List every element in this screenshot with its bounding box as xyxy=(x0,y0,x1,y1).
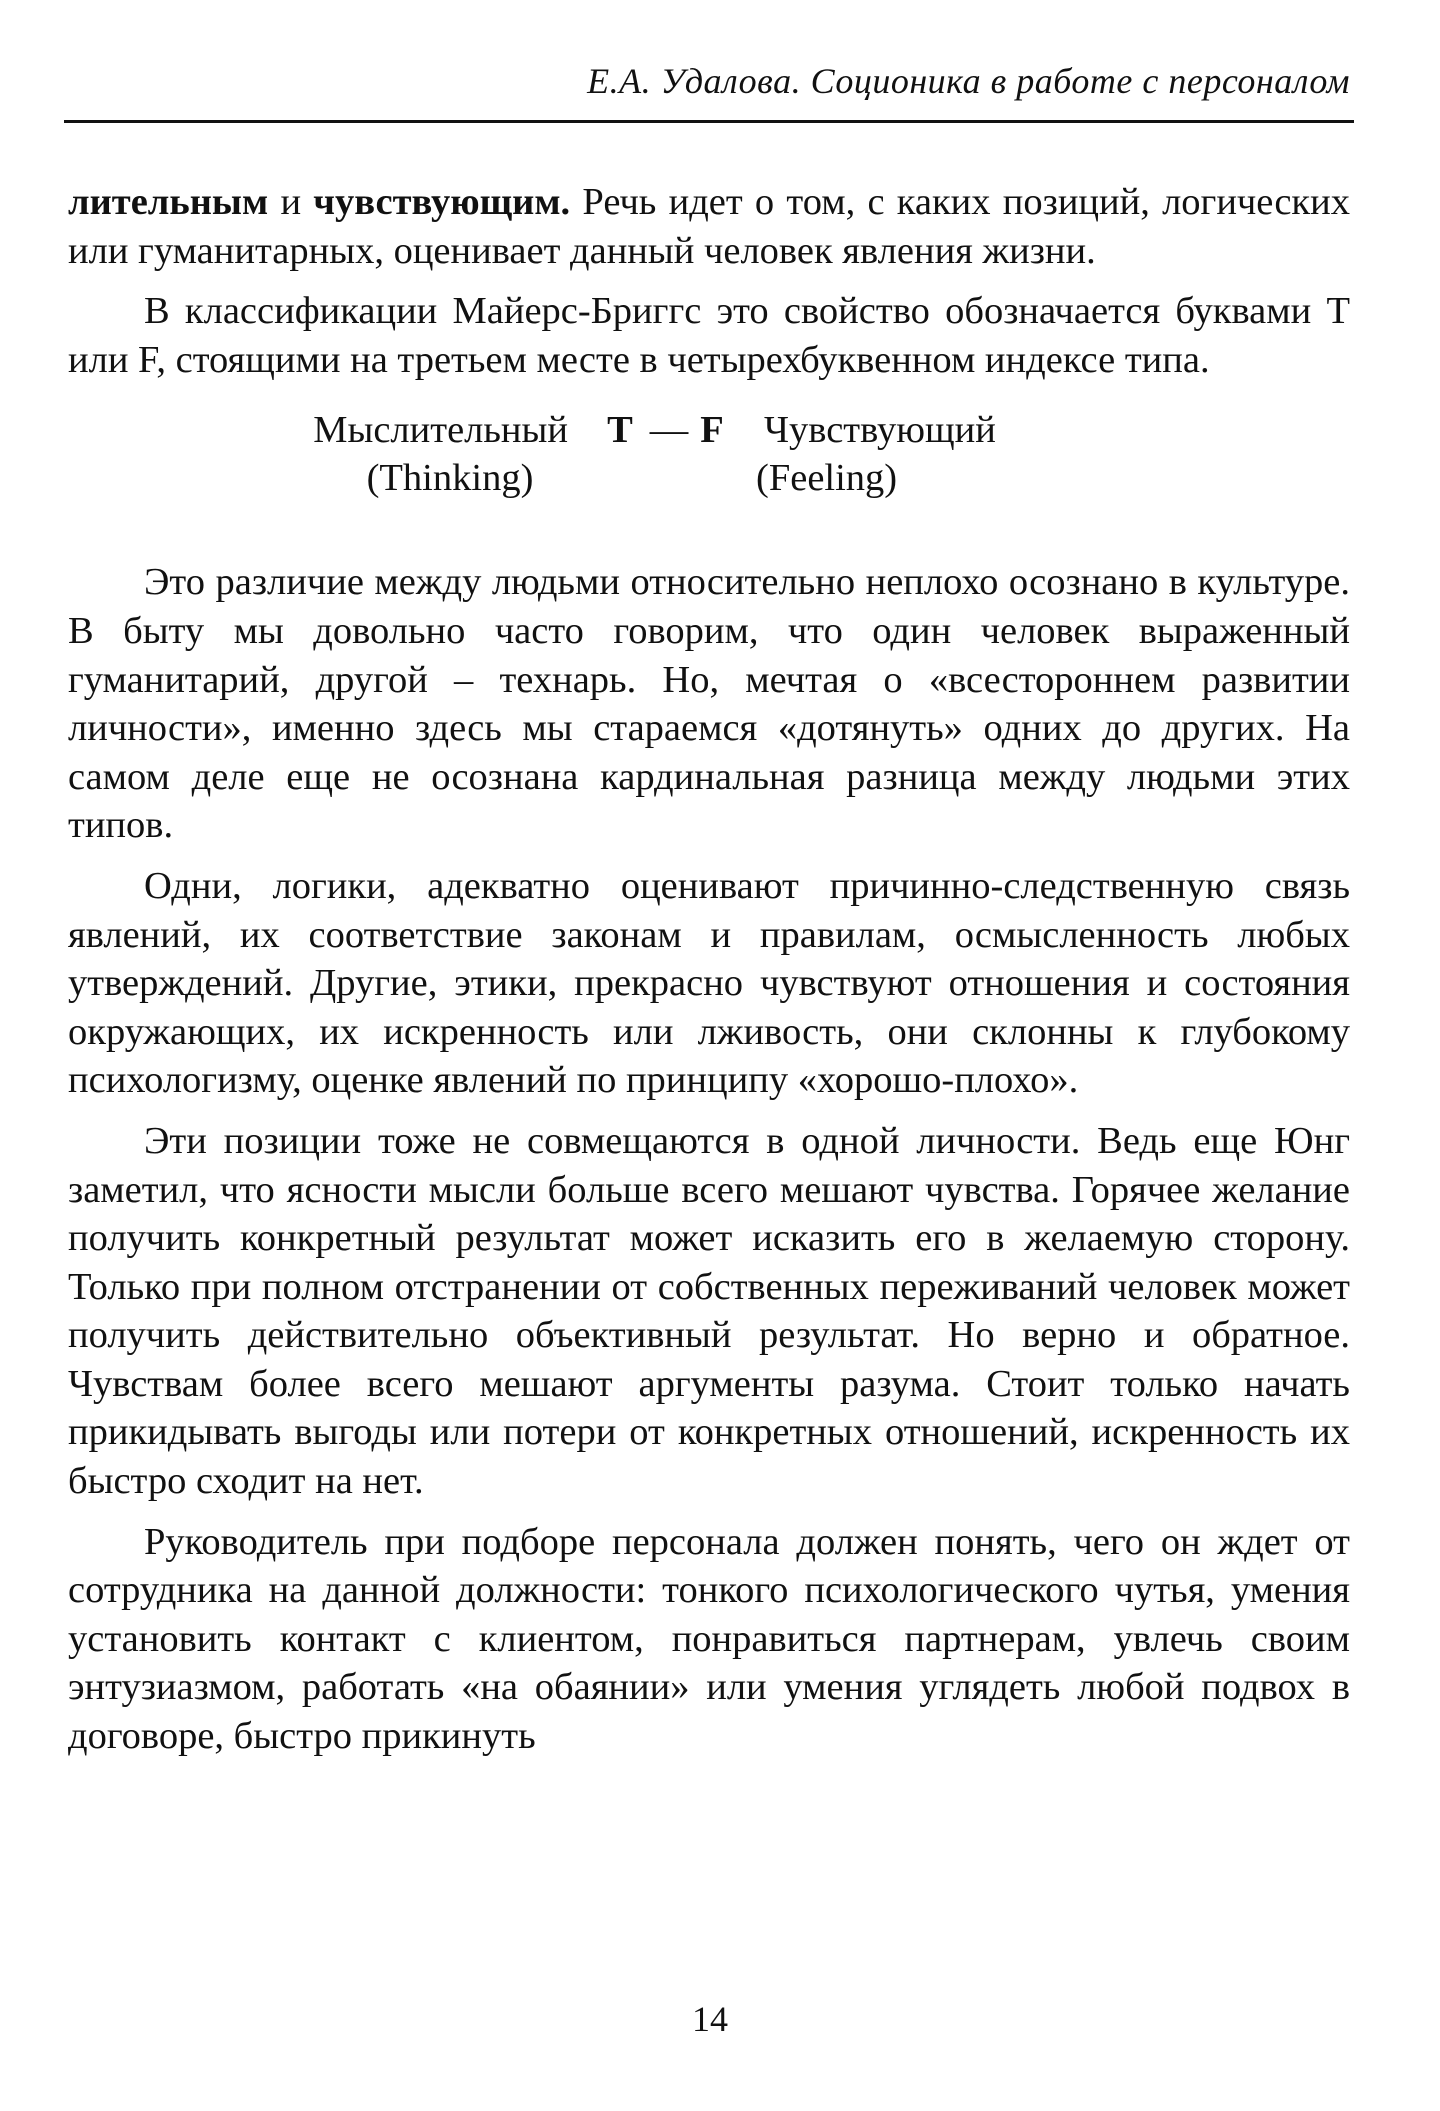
paragraph-culture: Это различие между людьми относительно неплохо осознано в культуре. В быту мы довольно часто говорим, что один человек выраженный гуманитарий, другой – технарь. Но, мечтая о «всестороннем развитии личности», именно здесь мы стараемся «дотянуть» одних до других. На самом деле еще не осознана кардинальная разница между людьми этих типов. xyxy=(68,561,1350,847)
page-number: 14 xyxy=(692,1999,728,2039)
label-thinking-ru: Мыслительный xyxy=(313,409,568,452)
dichotomy-dash: — xyxy=(649,409,689,452)
bold-term-thinking: лительным xyxy=(68,181,269,223)
label-thinking-en: (Thinking) xyxy=(366,457,534,500)
paragraph-jung: Эти позиции тоже не совмещаются в одной личности. Ведь еще Юнг заметил, что ясности мысли больше всего мешают чувства. Горячее желание получить конкретный результат может исказить его в желаемую сторону. Только при полном отстранении от собственных переживаний человек может получить действительно объективный результат. Но верно и обратное. Чувствам более всего мешают аргументы разума. Стоит только начать прикидывать выгоды или потери от конкретных отношений, искренность их быстро сходит на нет. xyxy=(68,1119,1350,1503)
dichotomy-row-russian xyxy=(68,406,1350,454)
letter-t: T xyxy=(607,409,633,452)
label-feeling-ru: Чувствующий xyxy=(764,409,996,452)
thinking-feeling-dichotomy xyxy=(68,406,1350,502)
connector-text: и xyxy=(268,181,314,223)
running-header: Е.А. Удалова. Соционика в работе с персоналом xyxy=(587,61,1350,101)
paragraph-continuation xyxy=(68,178,1350,275)
header-rule xyxy=(64,120,1354,123)
body-text xyxy=(68,178,1350,1773)
paragraph-text: Речь идет о том, с каких позиций, логических или гуманитарных, оценивает данный человек явления жизни. xyxy=(68,181,1350,272)
dichotomy-row-english xyxy=(68,454,1350,502)
paragraph-manager: Руководитель при подборе персонала должен понять, чего он ждет от сотрудника на данной должности: тонкого психологического чутья, умения установить контакт с клиентом, понравиться партнерам, увлечь своим энтузиазмом, работать «на обаянии» или умения углядеть любой подвох в договоре, быстро прикинуть xyxy=(68,1520,1350,1758)
label-feeling-en: (Feeling) xyxy=(756,457,898,500)
paragraph-myers-briggs: В классификации Майерс-Бриггс это свойство обозначается буквами T или F, стоящими на третьем месте в четырехбуквенном индексе типа. xyxy=(68,290,1350,381)
letter-f: F xyxy=(700,409,724,452)
paragraph-logics-ethics: Одни, логики, адекватно оценивают причинно-следственную связь явлений, их соответствие законам и правилам, осмысленность любых утверждений. Другие, этики, прекрасно чувствуют отношения и состояния окружающих, их искренность или лживость, они склонны к глубокому психологизму, оценке явлений по принципу «хорошо-плохо». xyxy=(68,864,1350,1102)
bold-term-feeling: чувствующим. xyxy=(313,181,571,223)
